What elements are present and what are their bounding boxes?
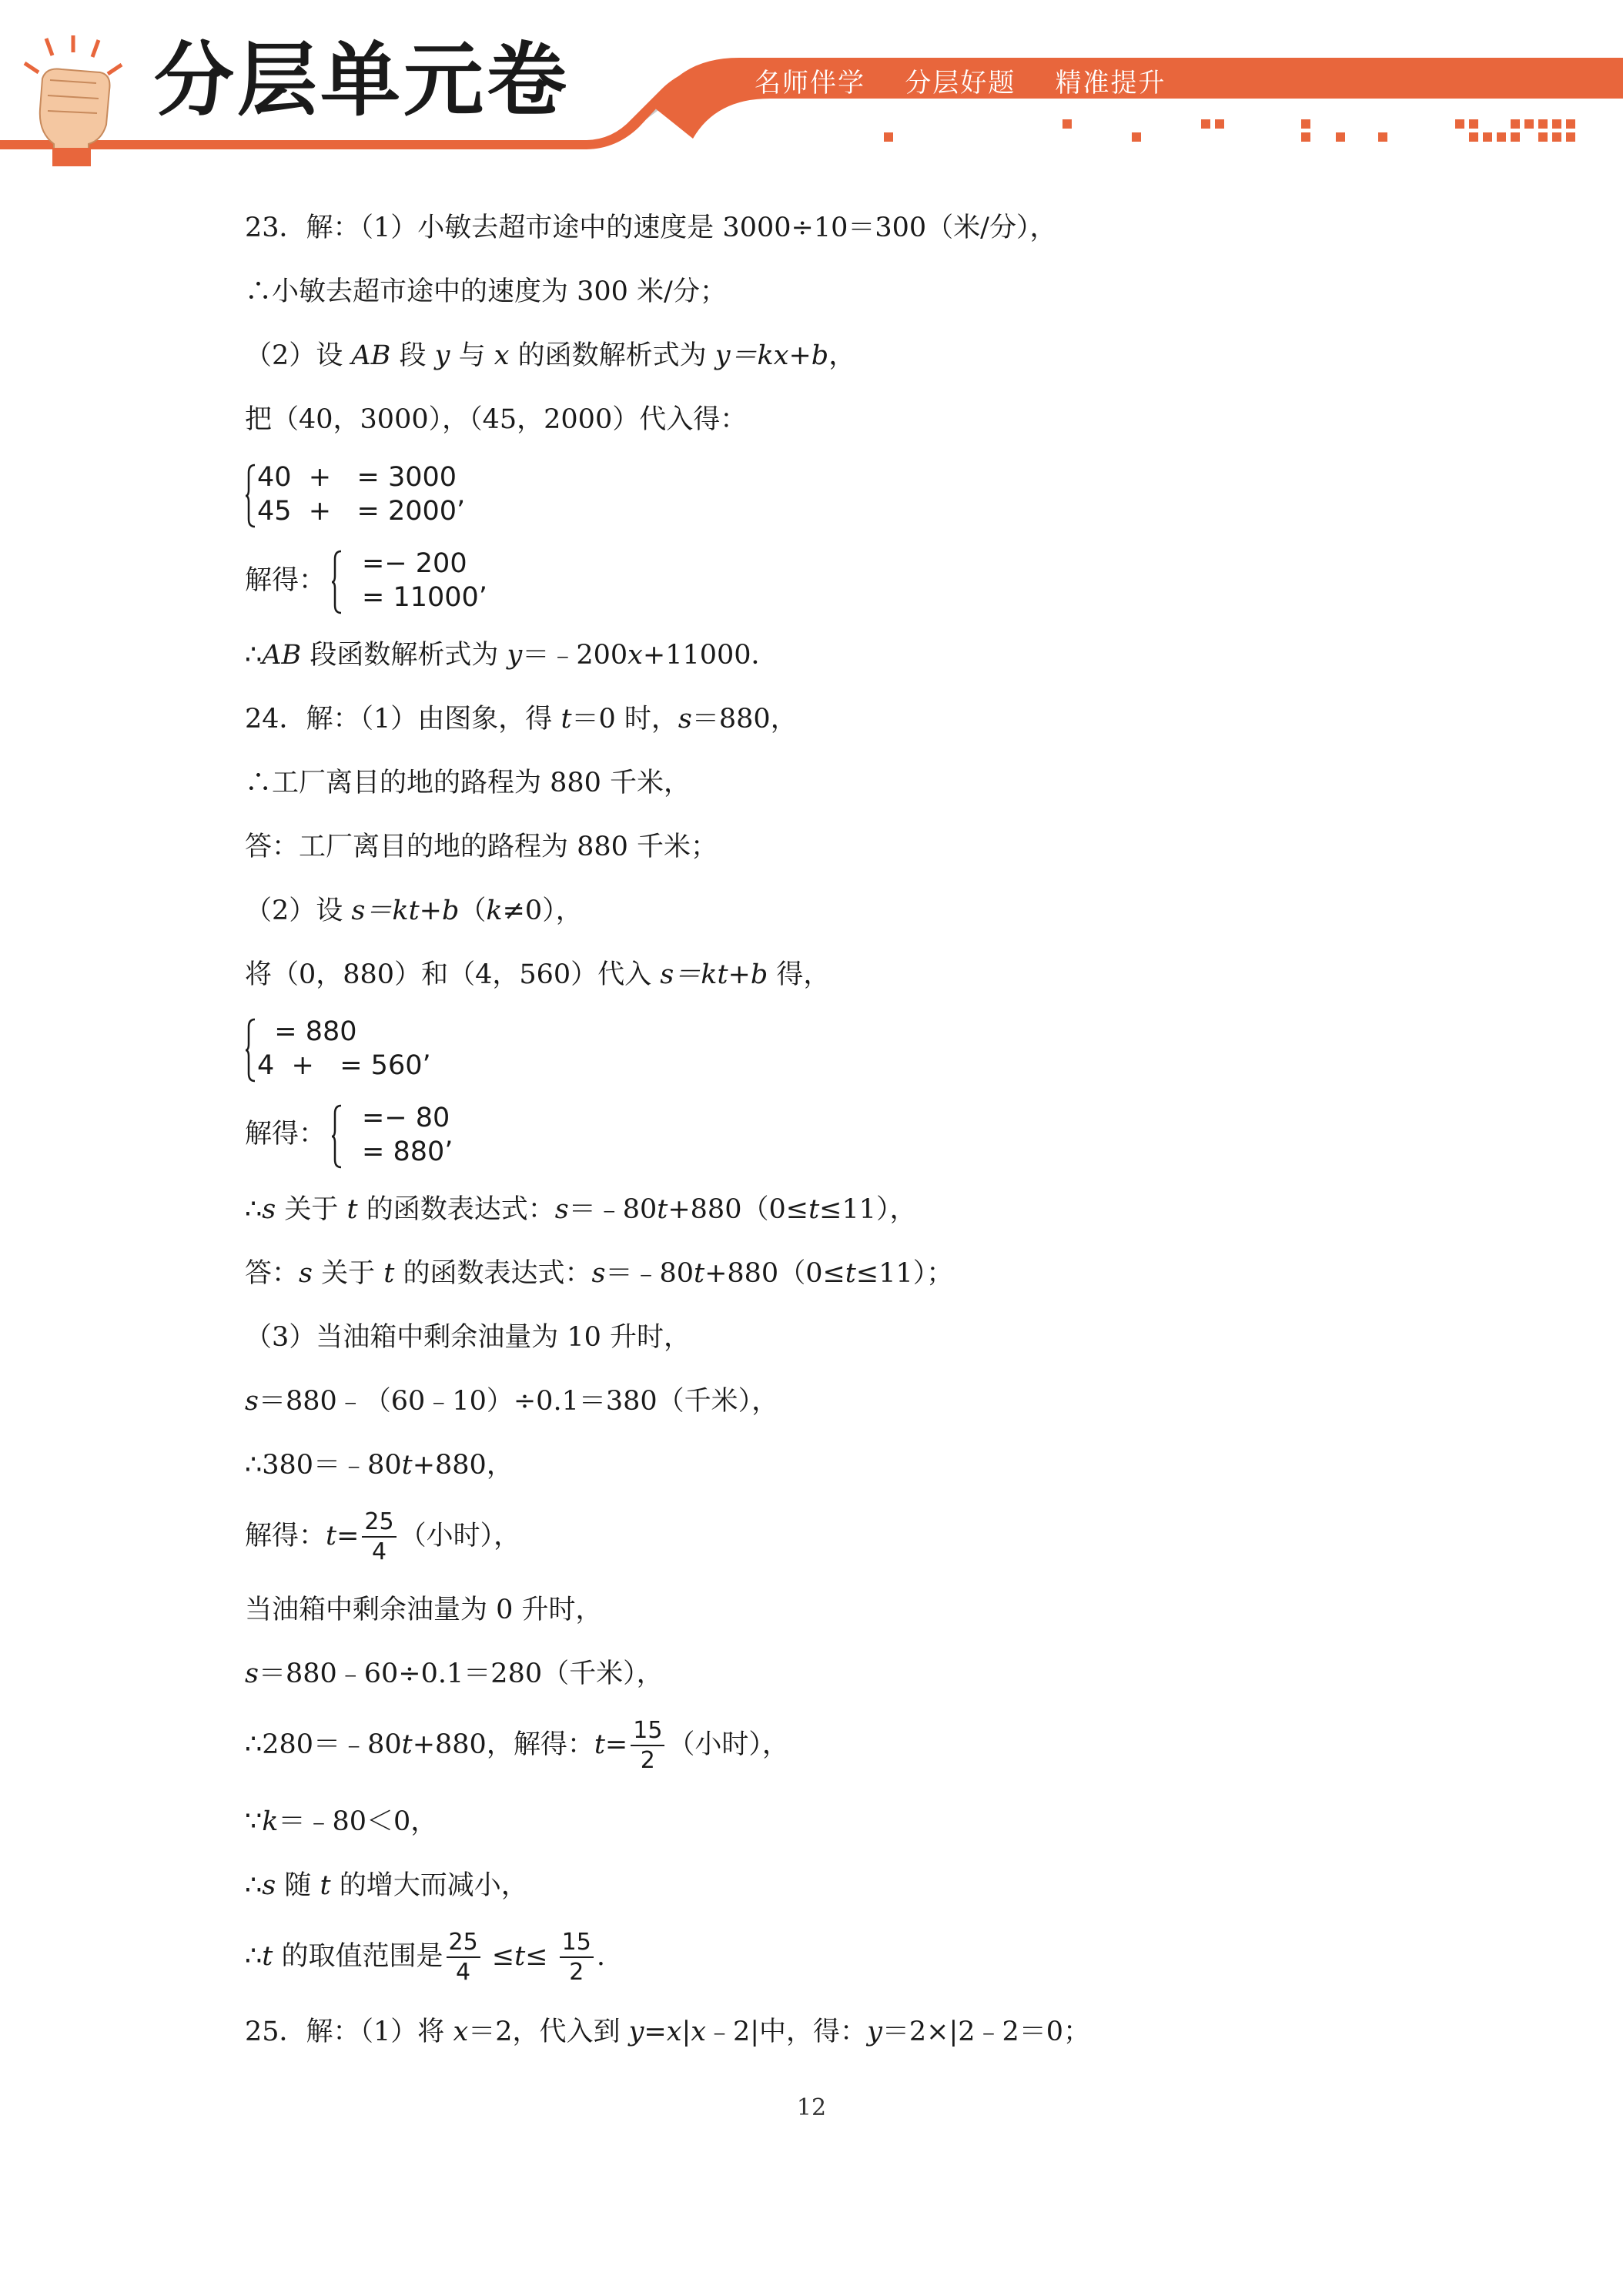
solution-line: ∵k＝﹣80＜0， <box>245 1806 438 1837</box>
header-pixel-decoration <box>870 115 1623 150</box>
solution-line: ∴AB 段函数解析式为 y＝﹣200x+11000． <box>245 640 778 671</box>
header-slogan: 名师伴学 分层好题 精准提升 <box>755 68 1166 99</box>
solution-line: 当油箱中剩余油量为 0 升时， <box>245 1595 603 1625</box>
equation-row: = 880 <box>257 1016 357 1047</box>
equation-row: 4 + = 560’ <box>257 1050 431 1081</box>
solution-line: 将（0，880）和（4，560）代入 s＝kt+b 得， <box>245 959 831 990</box>
equation-row: = 880’ <box>362 1136 453 1167</box>
solution-line: ∴工厂离目的地的路程为 880 千米， <box>245 768 691 798</box>
equation-row: =− 80 <box>362 1103 450 1133</box>
equation-row: 45 + = 2000’ <box>257 496 466 527</box>
fraction: $\frac{15}{2}$ <box>560 1931 594 1984</box>
fist-icon <box>15 32 131 167</box>
equation-row: = 11000’ <box>362 582 487 613</box>
solution-line: 解得：t= $\frac{25}{4}$ （小时）， <box>245 1508 521 1565</box>
equation-row: 40 + = 3000 <box>257 462 457 493</box>
solution-line: （3）当油箱中剩余油量为 10 升时， <box>245 1322 691 1353</box>
solution-line: ∴280＝﹣80t+880，解得：t= $\frac{15}{2}$ （小时）， <box>245 1717 789 1774</box>
left-brace <box>245 1018 257 1083</box>
solution-line: 答：工厂离目的地的路程为 880 千米； <box>245 832 718 862</box>
equation-system <box>331 1101 562 1170</box>
page-number: 12 <box>796 2094 827 2121</box>
solution-line: 25．解：（1）将 x＝2，代入到 y=x|x﹣2|中，得：y＝2×|2﹣2＝0； <box>245 2017 1091 2047</box>
solution-line: ∴s 关于 t 的函数表达式：s＝﹣80t+880（0≤t≤11）， <box>245 1194 917 1225</box>
left-brace <box>245 464 257 528</box>
solution-line: ∴s 随 t 的增大而减小， <box>245 1870 528 1901</box>
left-brace <box>331 550 343 614</box>
equation-system <box>245 1015 553 1084</box>
solution-line: 把（40，3000），（45，2000）代入得： <box>245 404 748 435</box>
equation-system <box>245 460 553 530</box>
solution-line: （2）设 s＝kt+b（k≠0）， <box>245 895 583 926</box>
solution-line: 答：s 关于 t 的函数表达式：s＝﹣80t+880（0≤t≤11）； <box>245 1258 954 1289</box>
fraction: $\frac{25}{4}$ <box>362 1511 396 1564</box>
solution-line: 23．解：（1）小敏去超市途中的速度是 3000÷10＝300（米/分）， <box>245 213 1057 243</box>
fraction: $\frac{15}{2}$ <box>631 1719 664 1772</box>
header-title: 分层单元卷 <box>154 33 571 127</box>
equation-row: =− 200 <box>362 548 467 579</box>
solution-line: 24．解：（1）由图象，得 t＝0 时，s＝880， <box>245 704 798 735</box>
solution-line: ∴t 的取值范围是 $\frac{25}{4}$ ≤t≤ $\frac{15}{2}$ . <box>245 1929 605 1986</box>
solution-line: s＝880﹣60÷0.1＝280（千米）， <box>245 1658 664 1689</box>
fraction: $\frac{25}{4}$ <box>447 1931 480 1984</box>
solution-line: s＝880﹣（60﹣10）÷0.1＝380（千米）， <box>245 1386 779 1417</box>
solution-line-label: 解得： <box>245 1119 326 1150</box>
left-brace <box>331 1104 343 1169</box>
solution-line: ∴380＝﹣80t+880， <box>245 1450 514 1481</box>
solution-line: ∴小敏去超市途中的速度为 300 米/分； <box>245 276 727 307</box>
solution-line: （2）设 AB 段 y 与 x 的函数解析式为 y＝kx+b， <box>245 340 856 371</box>
equation-system <box>331 547 562 616</box>
solution-line-label: 解得： <box>245 565 326 596</box>
page-header <box>0 0 1623 166</box>
